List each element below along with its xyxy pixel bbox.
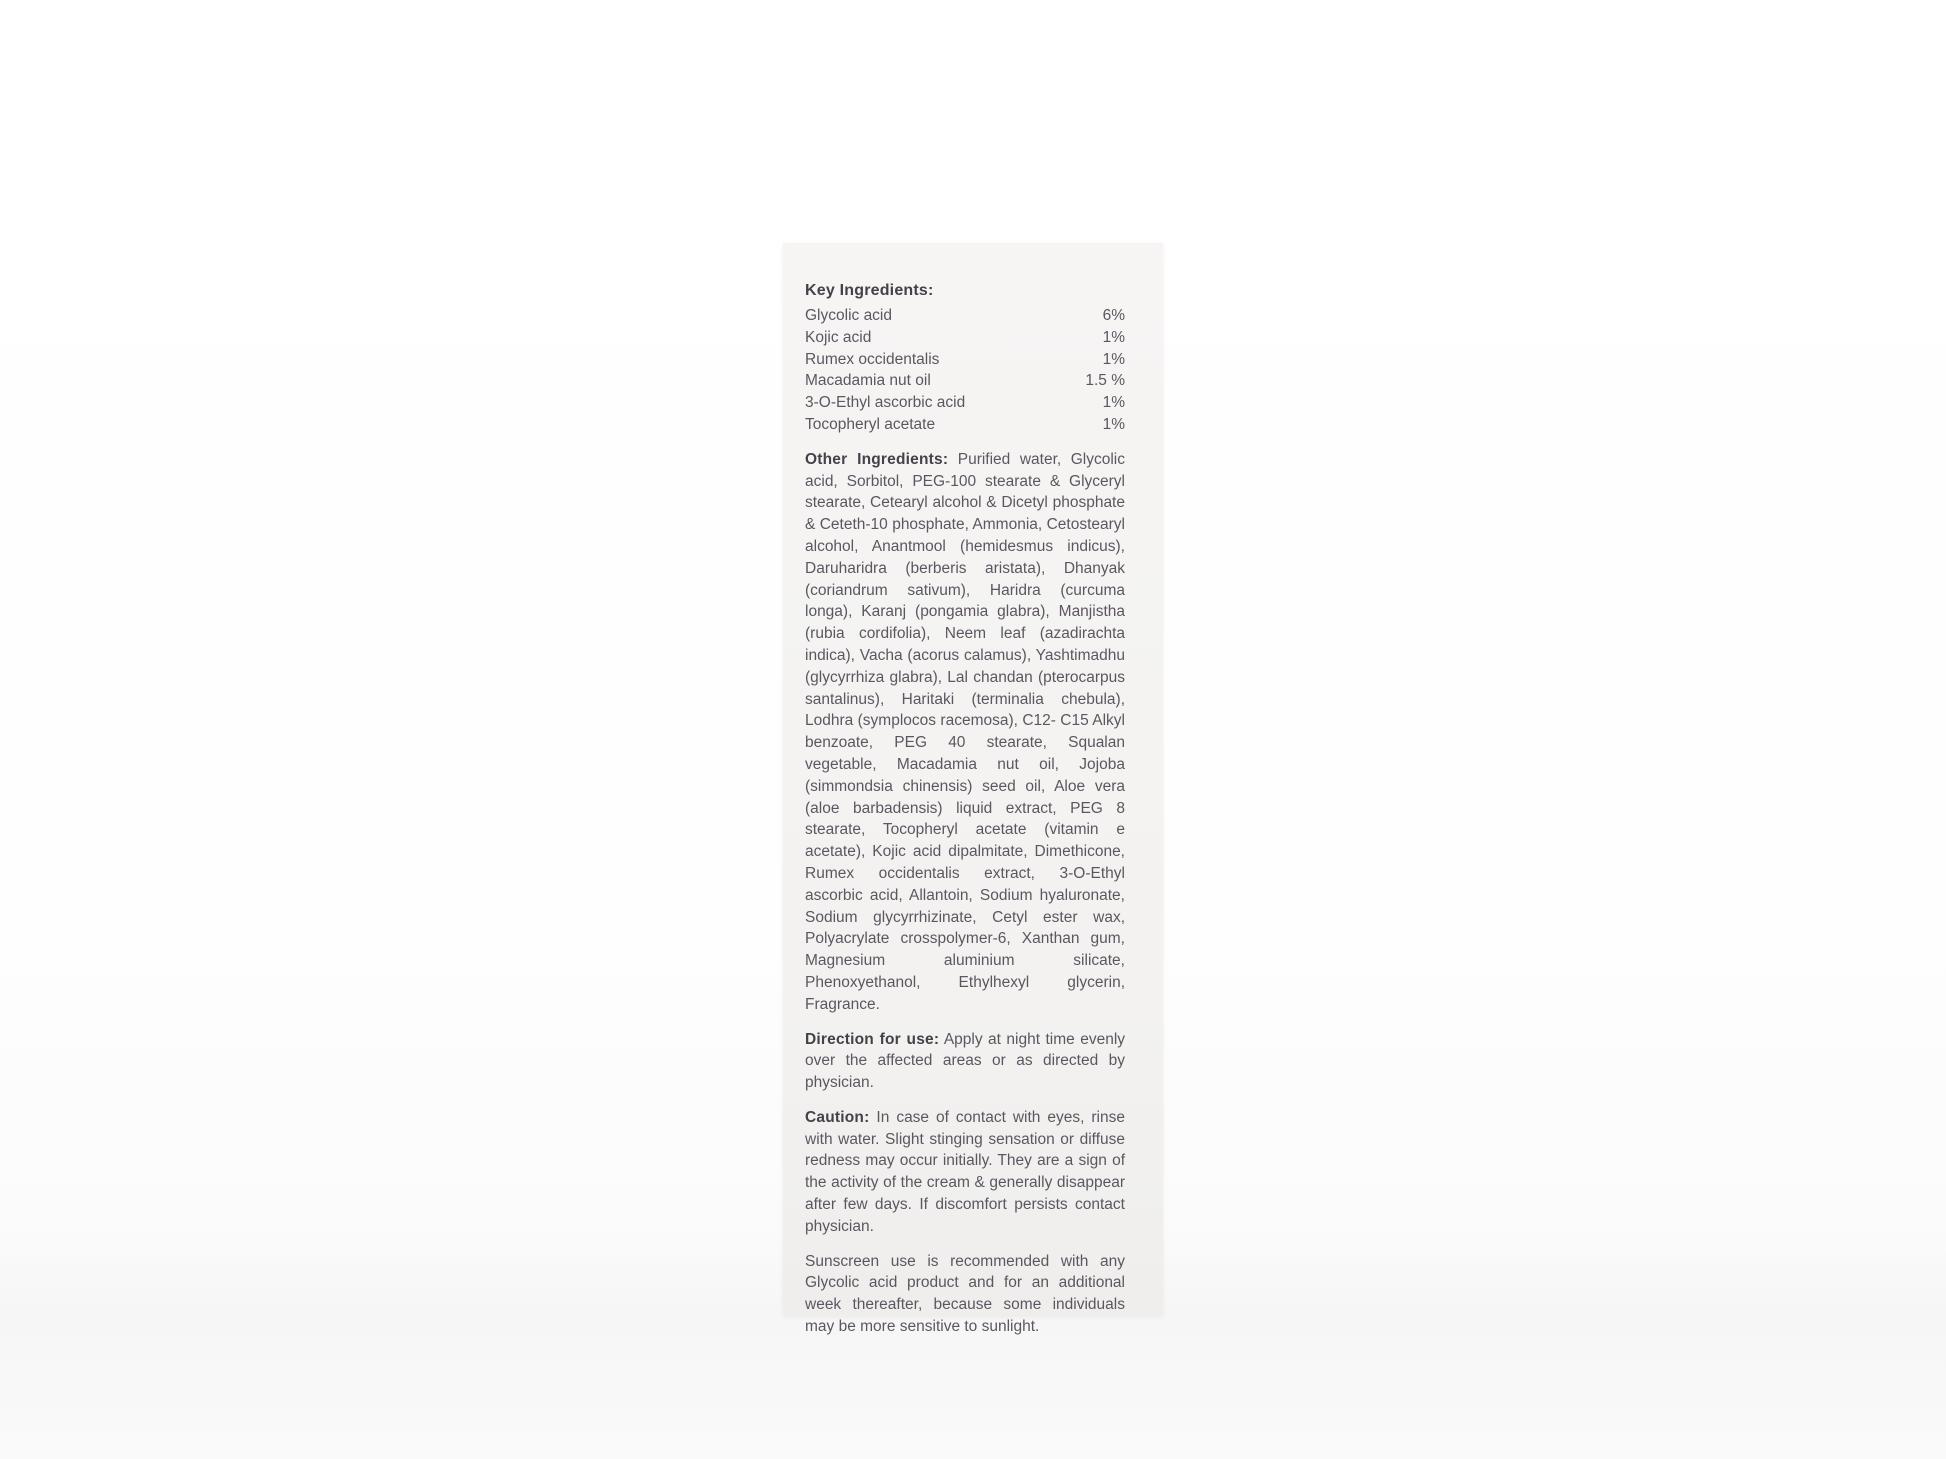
ingredients-label-panel bbox=[783, 243, 1163, 1336]
key-ingredients-table bbox=[805, 305, 1125, 436]
ingredient-name: Kojic acid bbox=[805, 328, 872, 346]
direction-for-use-text: Apply at night time evenly over the affected areas or as directed by physician. bbox=[805, 1030, 1126, 1092]
ingredient-name: Rumex occidentalis bbox=[805, 350, 940, 368]
sunscreen-note-paragraph bbox=[805, 1251, 1125, 1338]
ingredient-percentage: 1% bbox=[1102, 328, 1125, 346]
ingredient-name: 3-O-Ethyl ascorbic acid bbox=[805, 394, 966, 412]
direction-for-use-paragraph bbox=[805, 1029, 1125, 1094]
ingredient-name: Glycolic acid bbox=[805, 307, 892, 324]
key-ingredients-heading: Key Ingredients: bbox=[805, 282, 934, 299]
key-ingredient-row bbox=[805, 392, 1125, 414]
direction-for-use-heading: Direction for use: bbox=[805, 1030, 940, 1048]
ingredient-percentage: 1% bbox=[1102, 394, 1125, 412]
ingredient-name: Macadamia nut oil bbox=[805, 372, 931, 390]
sunscreen-note-text: Sunscreen use is recommended with any Glycolic acid product and for an additional week thereafter, because some individuals may be more sensitive to sunlight. bbox=[805, 1252, 1125, 1336]
ingredient-percentage: 1% bbox=[1102, 415, 1125, 433]
caution-heading: Caution: bbox=[805, 1108, 870, 1126]
key-ingredient-row bbox=[805, 305, 1125, 327]
other-ingredients-heading: Other Ingredients: bbox=[805, 450, 949, 468]
ingredient-name: Tocopheryl acetate bbox=[805, 415, 936, 433]
caution-paragraph bbox=[805, 1107, 1125, 1238]
key-ingredient-row bbox=[805, 414, 1125, 436]
ingredient-percentage: 1% bbox=[1102, 350, 1125, 368]
other-ingredients-text: Purified water, Glycolic acid, Sorbitol, PEG-100 stearate & Glyceryl stearate, Cetearyl alcohol & Dicetyl phosphate & Ceteth-10 phosphate, Ammonia, Cetostearyl alcohol, Anantmool (hemidesmus indicus), Daruharidra (berberis aristata), Dhanyak (coriandrum sativum), Haridra (curcuma longa), Karanj (pongamia glabra), Manjistha (rubia cordifolia), Neem leaf (azadirachta indica), Vacha (acorus calamus), Yashtimadhu (glycyrrhiza glabra), Lal chandan (pterocarpus santalinus), Haritaki (terminalia chebula), Lodhra (symplocos racemosa), C12- C15 Alkyl benzoate, PEG 40 stearate, Squalan vegetable, Macadamia nut oil, Jojoba (simmondsia chinensis) seed oil, Aloe vera (aloe barbadensis) liquid extract, PEG 8 stearate, Tocopheryl acetate (vitamin e acetate), Kojic acid dipalmitate, Dimethicone, Rumex occidentalis extract, 3-O-Ethyl ascorbic acid, Allantoin, Sodium hyaluronate, Sodium glycyrrhizinate, Cetyl ester wax, Polyacrylate crosspolymer-6, Xanthan gum, Magnesium aluminium silicate, Phenoxyethanol, Ethylhexyl glycerin, Fragrance. bbox=[805, 450, 1125, 1013]
ingredient-percentage: 1.5 % bbox=[1085, 372, 1125, 390]
ingredient-percentage: 6% bbox=[1102, 307, 1125, 324]
key-ingredient-row bbox=[805, 370, 1125, 392]
other-ingredients-paragraph bbox=[805, 449, 1125, 1016]
key-ingredient-row bbox=[805, 327, 1125, 349]
caution-text: In case of contact with eyes, rinse with water. Slight stinging sensation or diffuse redness may occur initially. They are a sign of the activity of the cream & generally disappear after few days. If discomfort persists contact physician. bbox=[805, 1108, 1125, 1235]
key-ingredient-row bbox=[805, 349, 1125, 371]
